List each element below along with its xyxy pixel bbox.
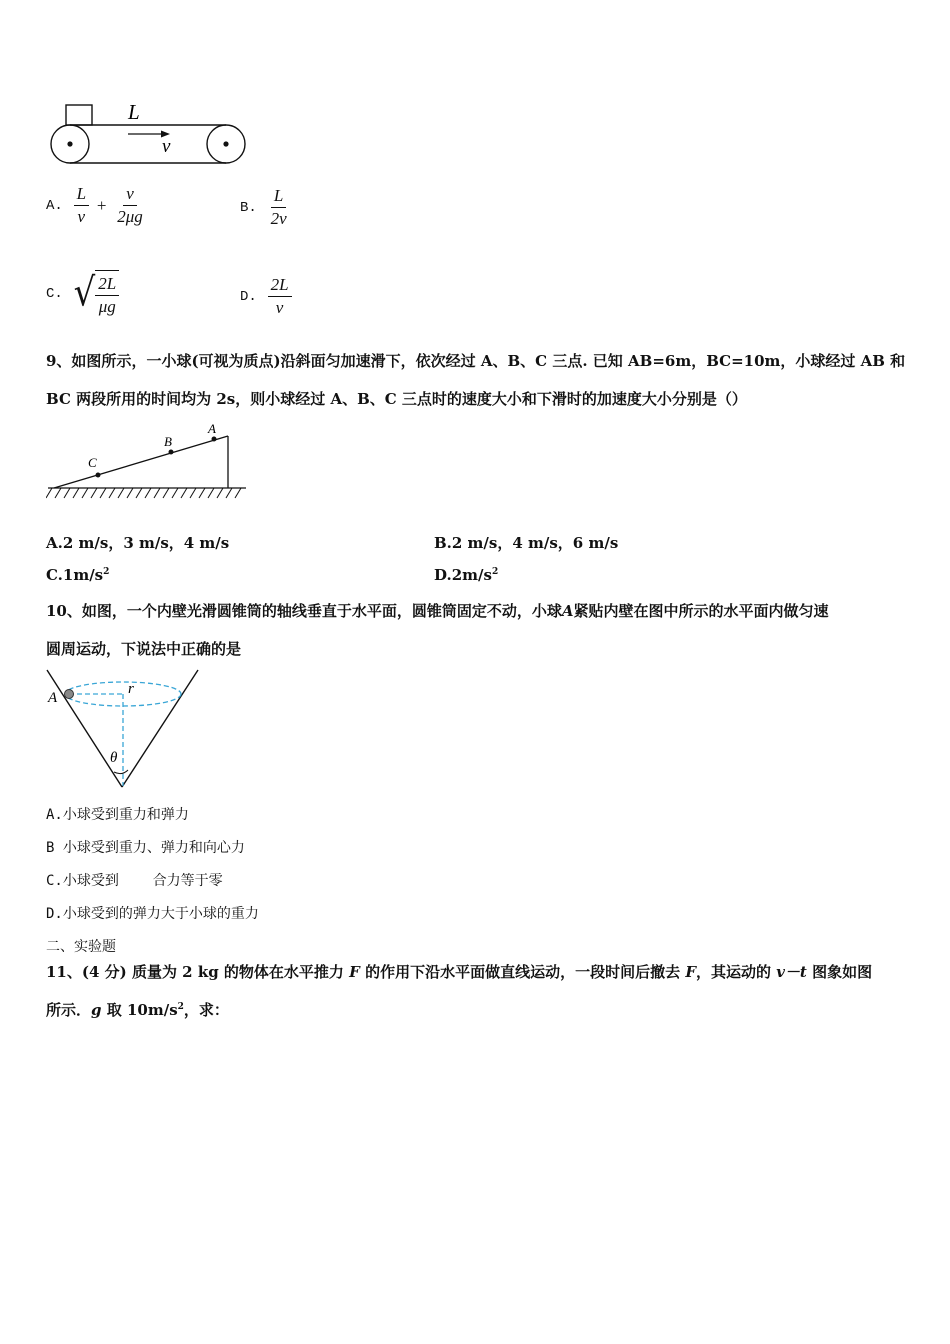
label-v: v <box>162 136 171 157</box>
conveyor-belt-figure <box>46 96 250 168</box>
q10-option-c[interactable]: C.小球受到 合力等于零 <box>46 873 223 889</box>
q8-option-a[interactable]: A. $\frac{L}{v}$ + $\frac{v}{2\mu g}$ <box>46 183 146 228</box>
q11-stem-line1: 11、(4 分) 质量为 2 kg 的物体在水平推力 F 的作用下沿水平面做直线运动，一段时间后撤去 F，其运动的 v－t 图象如图 <box>46 963 873 981</box>
label-theta: θ <box>110 750 118 766</box>
q8-option-c[interactable]: C. √ $\frac{2L}{\mu g}$ <box>46 270 119 318</box>
q8-option-d[interactable]: D. $\frac{2L}{v}$ <box>240 274 292 319</box>
block <box>66 105 92 125</box>
fraction: $\frac{2L}{v}$ <box>268 274 292 319</box>
q10-option-b[interactable]: B 小球受到重力、弹力和向心力 <box>46 840 245 856</box>
q9-option-c[interactable]: $C.1m/s^2$ <box>46 566 110 584</box>
q10-stem-line2: 圆周运动，下说法中正确的是 <box>46 640 242 658</box>
fraction: $\frac{v}{2\mu g}$ <box>117 184 143 226</box>
q9-stem-line1: 9、如图所示，一小球(可视为质点)沿斜面匀加速滑下，依次经过 A、B、C 三点. 已知 AB=6m，BC=10m，小球经过 AB 和 <box>46 352 906 370</box>
label-r: r <box>128 681 134 697</box>
q10-option-a[interactable]: A.小球受到重力和弹力 <box>46 807 189 823</box>
q9-stem-line2: BC 两段所用的时间均为 2s，则小球经过 A、B、C 三点时的速度大小和下滑时的加速度大小分别是（） <box>46 390 747 408</box>
section-title: 二、实验题 <box>46 939 116 955</box>
fraction: $\frac{L}{v}$ <box>74 183 89 228</box>
label-c: C <box>88 455 97 470</box>
label-a: A <box>208 421 216 436</box>
q10-stem-line1: 10、如图，一个内壁光滑圆锥筒的轴线垂直于水平面，圆锥筒固定不动，小球A紧贴内壁在图中所示的水平面内做匀速 <box>46 602 829 620</box>
square-root: √ $\frac{2L}{\mu g}$ <box>74 270 120 318</box>
incline-figure <box>46 420 250 502</box>
point-a <box>212 437 217 442</box>
label-L: L <box>128 100 140 124</box>
cone-figure <box>44 664 204 794</box>
q9-option-b[interactable]: B.2 m/s，4 m/s，6 m/s <box>434 534 619 552</box>
q9-option-d[interactable]: $D.2m/s^2$ <box>434 566 499 584</box>
point-b <box>169 450 174 455</box>
ball-a <box>65 690 74 699</box>
label-a: A <box>48 690 58 706</box>
point-c <box>96 473 101 478</box>
q11-stem-line2: 所示．g 取 $10m/s^2$，求： <box>46 1001 229 1019</box>
q10-option-d[interactable]: D.小球受到的弹力大于小球的重力 <box>46 906 259 922</box>
label-b: B <box>164 434 172 449</box>
q9-option-a[interactable]: A.2 m/s，3 m/s，4 m/s <box>46 534 230 552</box>
fraction: $\frac{L}{2v}$ <box>270 186 287 228</box>
q8-option-b[interactable]: B. $\frac{L}{2v}$ <box>240 185 290 230</box>
